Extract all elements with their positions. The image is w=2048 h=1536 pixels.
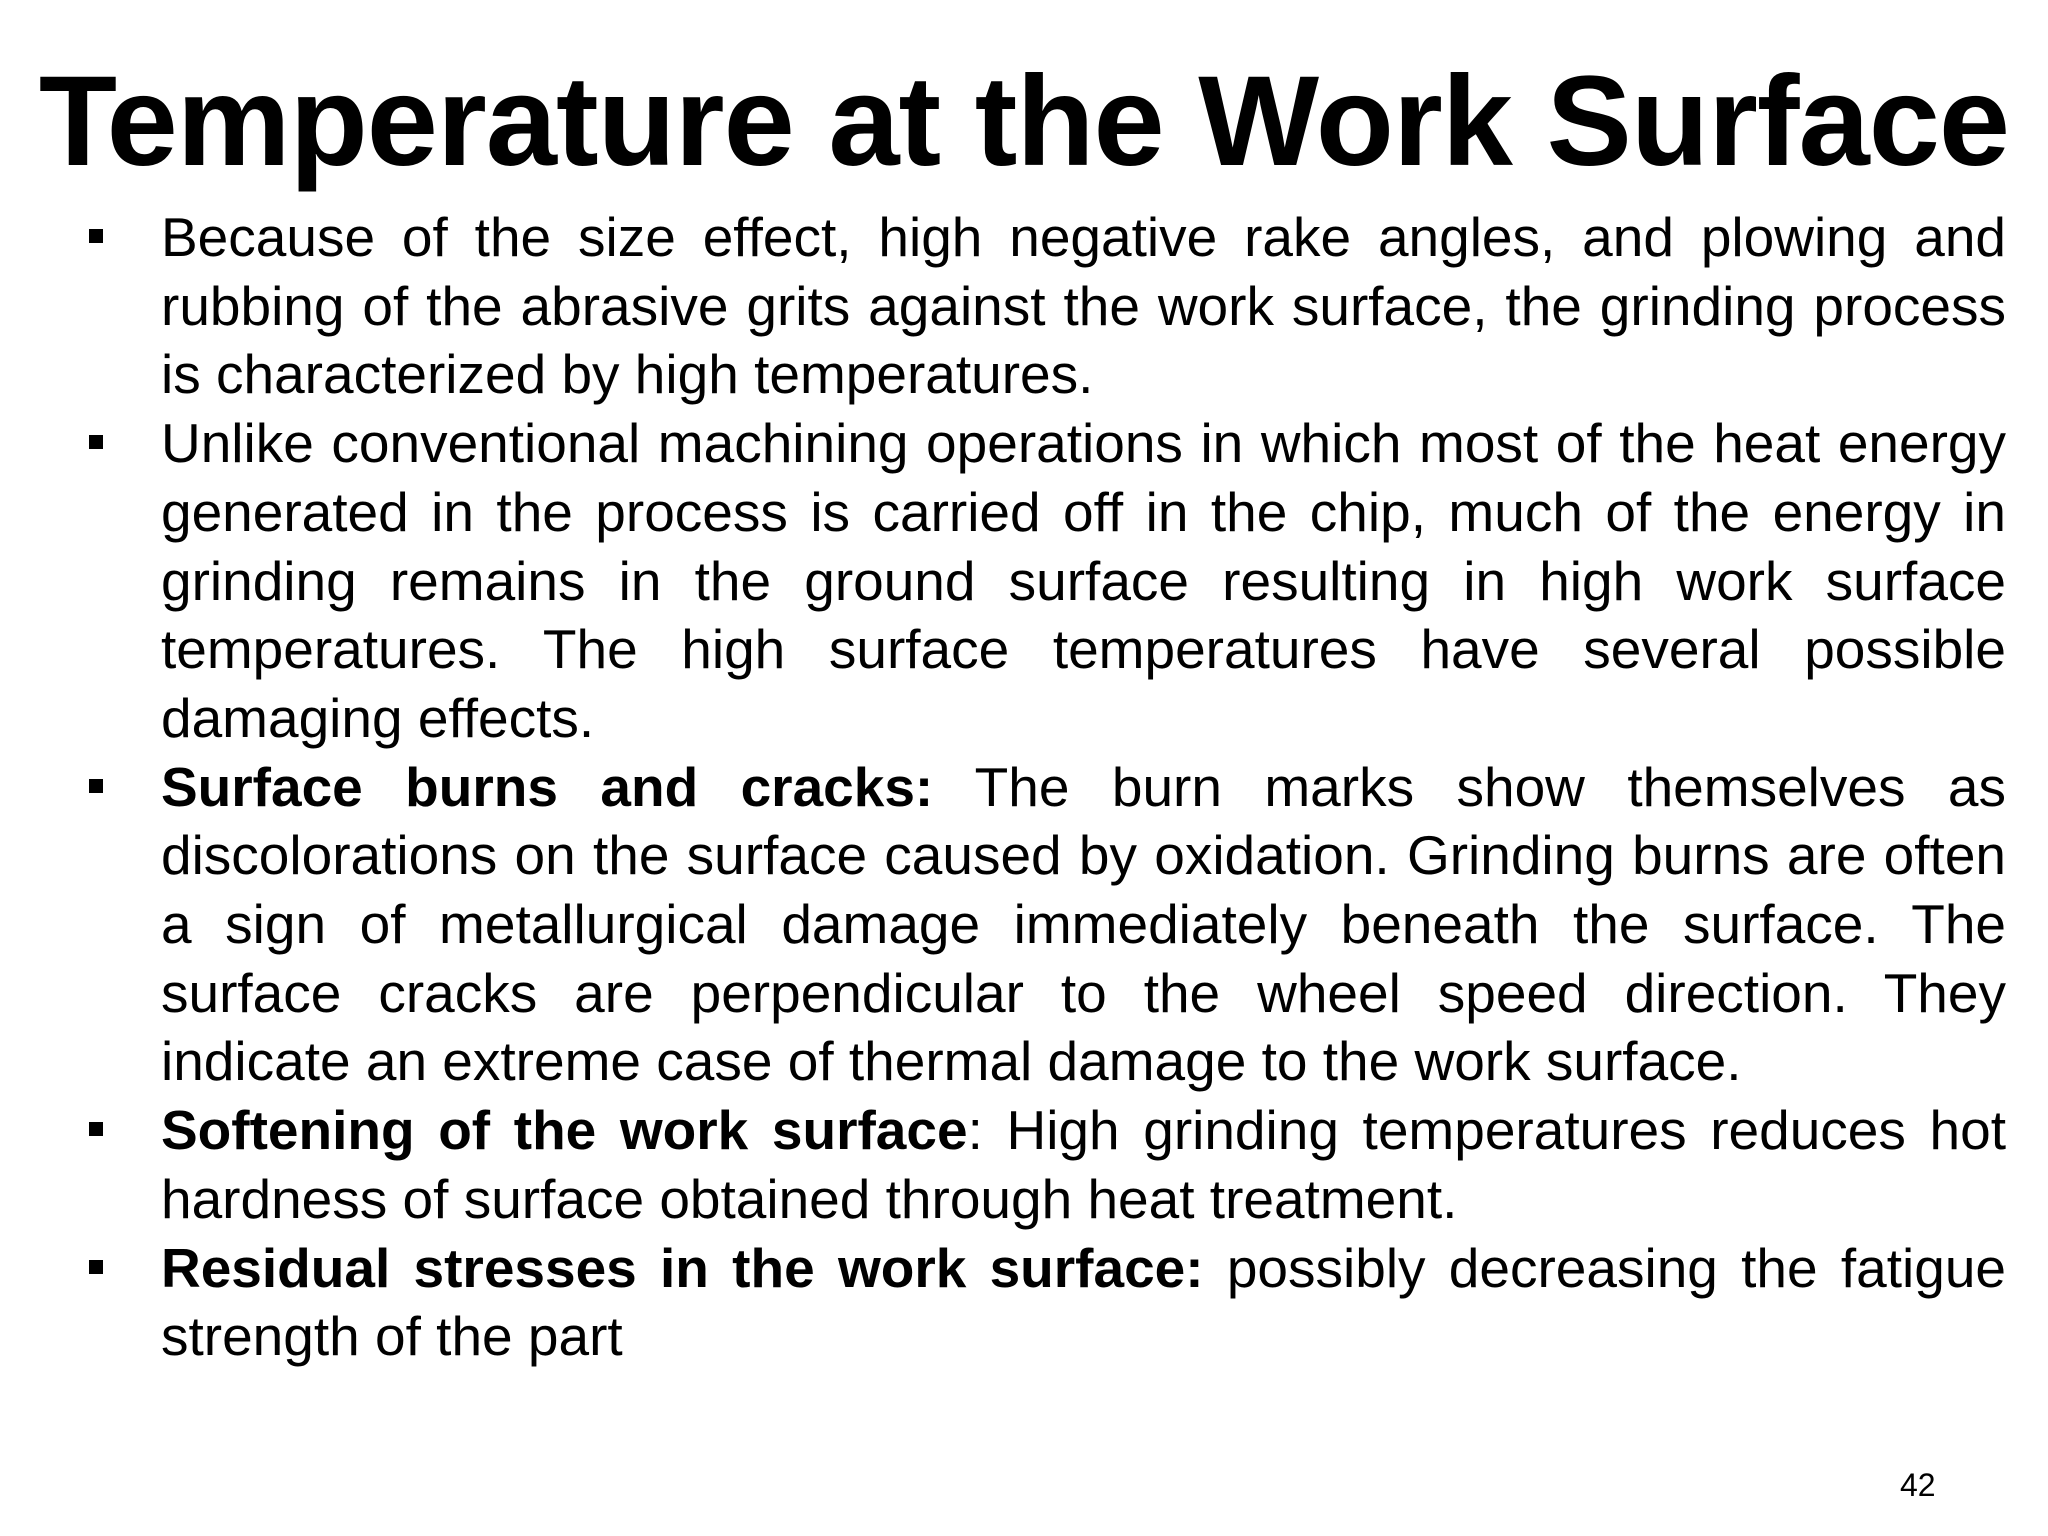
slide-title: Temperature at the Work Surface [38,50,2010,193]
square-bullet-icon [89,1260,103,1274]
bullet-text: : High grinding temperatures reduces hot hardness of surface obtained through heat treatment. [161,1099,2006,1230]
page-number: 42 [1900,1467,1936,1503]
square-bullet-icon [89,779,103,793]
bullet-text: Unlike conventional machining operations in which most of the heat energy generated in the process is carried off in the chip, much of the energy in grinding remains in the ground surface resulting in high work surface temperatures. The high surface temperatures have several possible damaging effects. [161,412,2006,749]
bullet-text: The burn marks show themselves as discolorations on the surface caused by oxidation. Grinding burns are often a sign of metallurgical damage immediately beneath the surface. The surface cracks are perpendicular to the wheel speed direction. They indicate an extreme case of thermal damage to the work surface. [161,755,2006,1093]
square-bullet-icon [89,435,103,449]
square-bullet-icon [89,1122,103,1136]
list-item [80,753,2006,1097]
list-item [80,1234,2006,1371]
square-bullet-icon [89,229,103,243]
bullet-list [80,203,2006,1371]
bullet-text: Because of the size effect, high negative rake angles, and plowing and rubbing of the abrasive grits against the work surface, the grinding process is characterized by high temperatures. [161,206,2006,406]
bullet-lead: Residual stresses in the work surface: [161,1236,1204,1299]
bullet-text: possibly decreasing the fatigue strength of the part [161,1236,2006,1368]
bullet-lead: Softening of the work surface [161,1099,968,1162]
bullet-lead: Surface burns and cracks: [161,755,934,818]
list-item [80,409,2006,753]
list-item [80,1096,2006,1233]
list-item [80,203,2006,409]
